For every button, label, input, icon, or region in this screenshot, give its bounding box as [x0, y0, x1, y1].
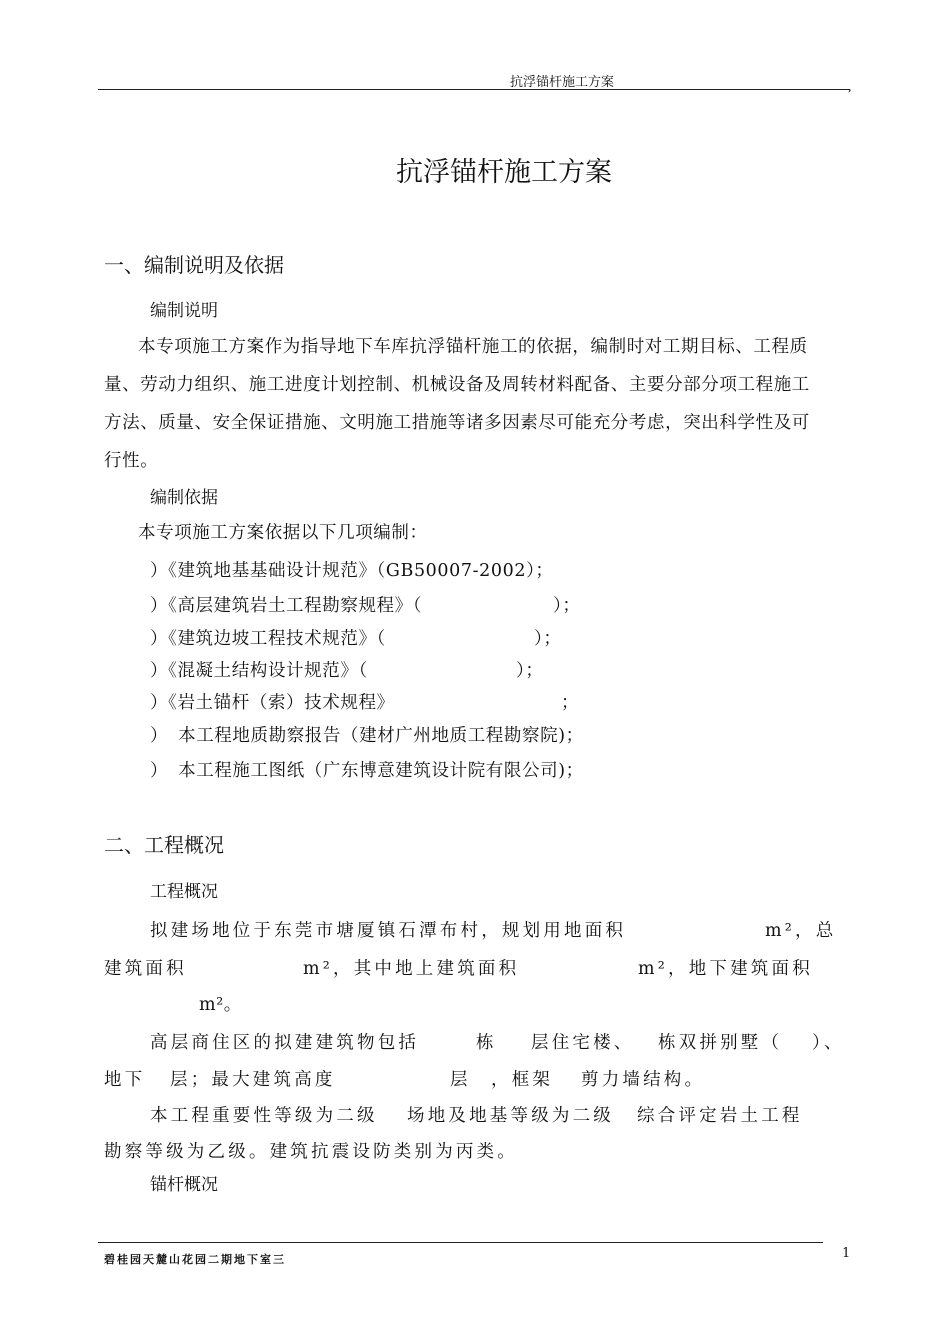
- list-paren: ）: [150, 561, 169, 581]
- footer-rule: [98, 1242, 823, 1243]
- list-item: [150, 722, 584, 747]
- paragraph-line: 行性。: [104, 451, 159, 471]
- text-span: ，框架: [491, 1070, 554, 1090]
- list-paren: ）: [150, 629, 169, 649]
- text-span: m²，其中地上建筑面积: [303, 959, 520, 979]
- list-text: 本工程地质勘察报告（建材广州地质工程勘察院)；: [178, 726, 584, 746]
- list-paren: ）: [150, 661, 169, 681]
- subheading-compile-basis: 编制依据: [150, 488, 218, 508]
- list-item: [150, 689, 395, 714]
- subheading-compile-note: 编制说明: [150, 301, 218, 321]
- document-title: 抗浮锚杆施工方案: [396, 157, 612, 188]
- list-paren: ）: [150, 693, 169, 713]
- text-span: 建筑面积: [104, 959, 187, 979]
- list-intro: 本专项施工方案依据以下几项编制：: [138, 523, 428, 543]
- subheading-anchor-overview: 锚杆概况: [150, 1175, 218, 1195]
- text-span: 层: [450, 1070, 471, 1090]
- text-span: m²，总: [765, 921, 837, 941]
- header-mark: ,: [848, 80, 852, 94]
- paragraph-line: 方法、质量、安全保证措施、文明施工措施等诸多因素尽可能充分考虑，突出科学性及可: [104, 413, 810, 433]
- section-heading-2: 二、工程概况: [104, 833, 224, 857]
- text-span: 本工程重要性等级为二级: [150, 1106, 378, 1126]
- list-paren: ）: [150, 761, 169, 781]
- list-text: 本工程施工图纸（广东博意建筑设计院有限公司)；: [178, 761, 584, 781]
- text-span: ）、: [812, 1033, 845, 1053]
- text-span: 层；最大建筑高度: [170, 1070, 336, 1090]
- text-span: m²。: [199, 995, 242, 1015]
- list-paren: ）: [150, 596, 169, 616]
- subheading-project-overview: 工程概况: [150, 882, 218, 902]
- text-span: 拟建场地位于东莞市塘厦镇石潭布村，规划用地面积: [150, 921, 627, 941]
- list-text: 《高层建筑岩土工程勘察规程》（: [168, 596, 423, 616]
- list-item: [150, 592, 422, 617]
- text-span: 地下: [104, 1070, 146, 1090]
- text-span: 综合评定岩土工程: [637, 1106, 803, 1126]
- list-tail: ）；: [516, 661, 544, 681]
- page-number: 1: [842, 1246, 851, 1261]
- list-text: 《建筑地基基础设计规范》（GB50007-2002）；: [168, 561, 554, 581]
- list-item: [150, 625, 386, 650]
- list-text: 《岩土锚杆（索）技术规程》: [168, 693, 395, 713]
- list-text: 《建筑边坡工程技术规范》（: [168, 629, 386, 649]
- text-span: 层住宅楼、: [531, 1033, 635, 1053]
- text-span: 场地及地基等级为二级: [407, 1106, 614, 1126]
- list-tail: ）；: [534, 629, 562, 649]
- list-tail: ）；: [553, 596, 581, 616]
- text-span: 高层商住区的拟建建筑物包括: [150, 1033, 420, 1053]
- text-span: 栋双拼别墅（: [658, 1033, 783, 1053]
- list-item: [150, 757, 584, 782]
- text-span: 剪力墙结构。: [581, 1070, 706, 1090]
- footer-text: 碧桂园天麓山花园二期地下室三: [104, 1253, 286, 1266]
- running-header: 抗浮锚杆施工方案: [510, 75, 615, 90]
- paragraph-line: 量、劳动力组织、施工进度计划控制、机械设备及周转材料配备、主要分部分项工程施工: [104, 375, 810, 395]
- list-text: 《混凝土结构设计规范》（: [168, 661, 368, 681]
- list-item: [150, 657, 368, 682]
- text-span: m²，地下建筑面积: [638, 959, 813, 979]
- section-heading-1: 一、编制说明及依据: [104, 253, 284, 277]
- list-tail: ；: [561, 693, 580, 713]
- list-paren: ）: [150, 726, 169, 746]
- list-item: [150, 557, 554, 582]
- paragraph-line: 本专项施工方案作为指导地下车库抗浮锚杆施工的依据，编制时对工期目标、工程质: [138, 337, 808, 357]
- header-rule: [98, 89, 850, 90]
- text-span: 勘察等级为乙级。建筑抗震设防类别为丙类。: [104, 1142, 518, 1162]
- text-span: 栋: [476, 1033, 497, 1053]
